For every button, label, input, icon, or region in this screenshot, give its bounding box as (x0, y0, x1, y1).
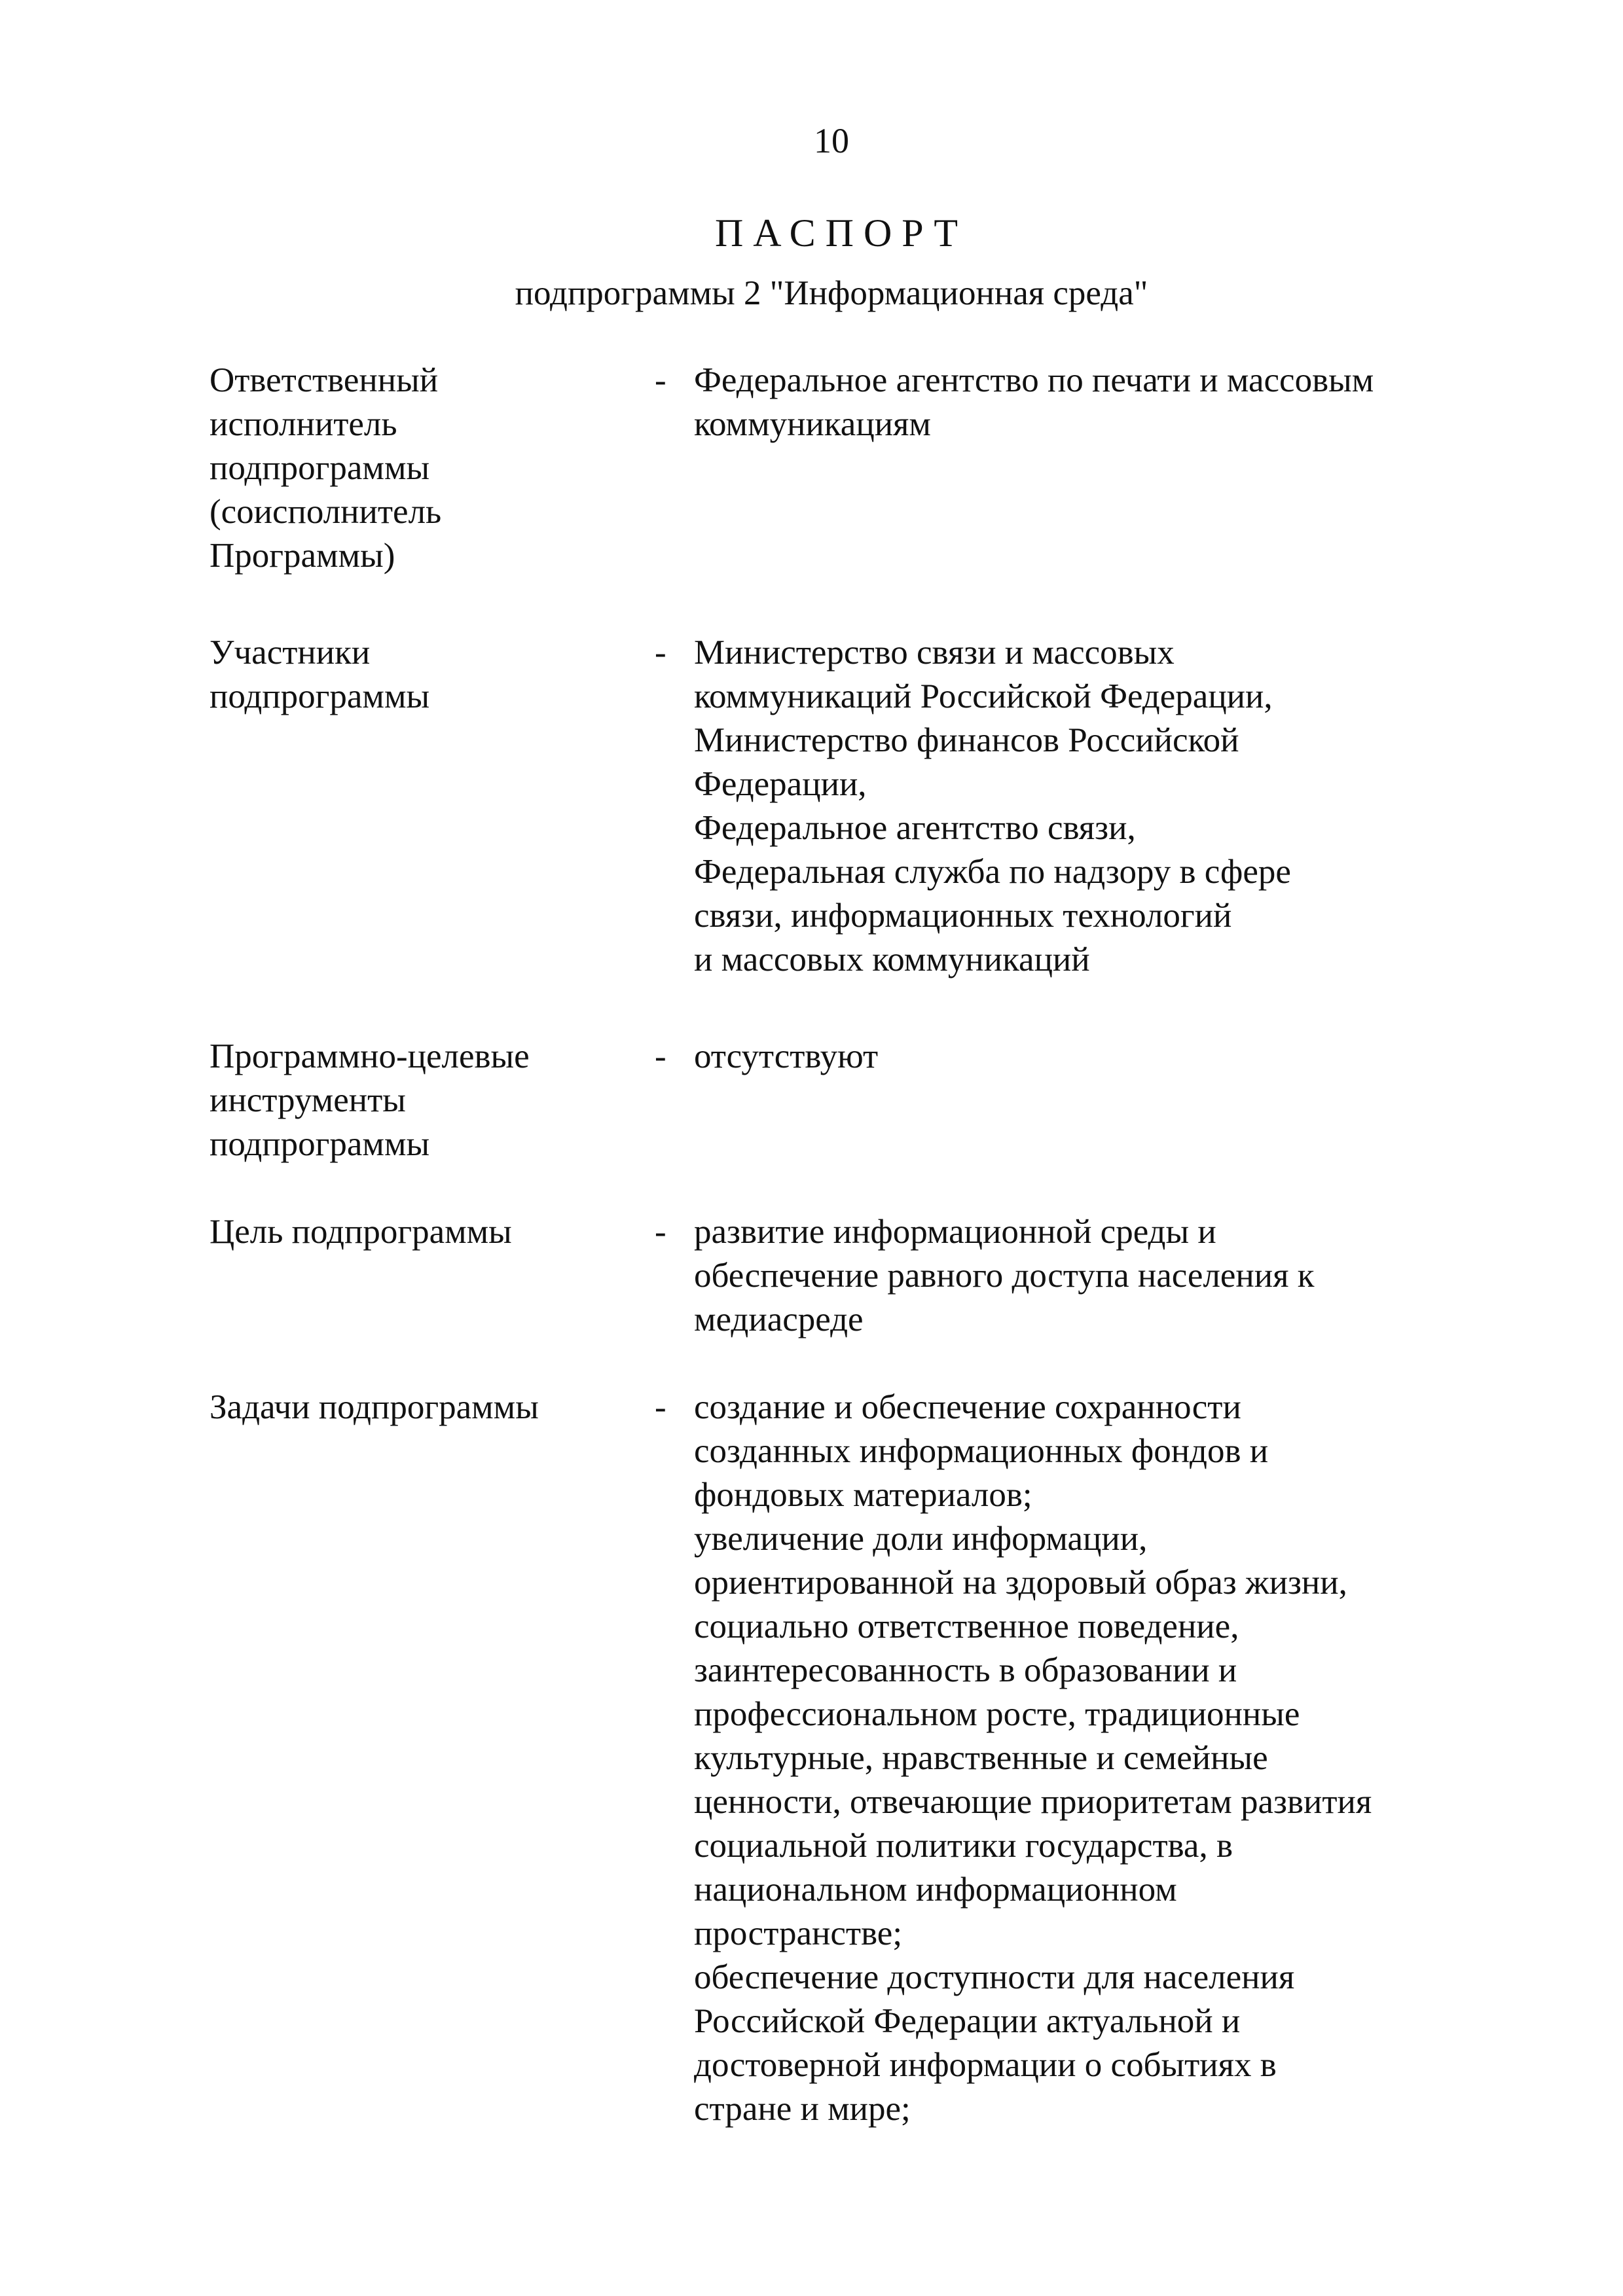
row-dash: - (655, 634, 666, 672)
row-value: Министерство связи и массовых коммуникаций Российской Федерации, Министерство финансов Российской Федерации, Федеральное агентство связи, Федеральная служба по надзору в сфере связи, информационных технологий и массовых коммуникаций (694, 634, 1291, 978)
passport-row-goal (210, 1210, 1493, 1342)
row-label: Цель подпрограммы (210, 1213, 512, 1251)
row-dash: - (655, 1037, 666, 1075)
passport-row-responsible-executor (210, 359, 1493, 578)
document-title: ПАСПОРТ (714, 211, 968, 255)
document-subtitle: подпрограммы 2 "Информационная среда" (515, 274, 1148, 312)
passport-row-participants (210, 631, 1493, 982)
row-label: Задачи подпрограммы (210, 1388, 539, 1426)
passport-row-program-tools (210, 1035, 1493, 1166)
row-value: создание и обеспечение сохранности созданных информационных фондов и фондовых материалов; увеличение доли информации, ориентированной на здоровый образ жизни, социально ответственное поведение, заинтересованность в образовании и профессиональном росте, традиционные культурные, нравственные и семейные ценности, отвечающие приоритетам развития социальной политики государства, в национальном информационном пространстве; обеспечение доступности для населения Российской Федерации актуальной и достоверной информации о событиях в стране и мире; (694, 1388, 1372, 2128)
page-number: 10 (814, 121, 849, 160)
row-dash: - (655, 1388, 666, 1426)
row-dash: - (655, 1213, 666, 1251)
row-label: Ответственный исполнитель подпрограммы (соисполнитель Программы) (210, 361, 442, 575)
row-label: Участники подпрограммы (210, 634, 430, 715)
row-value: отсутствуют (694, 1037, 879, 1075)
row-value: развитие информационной среды и обеспечение равного доступа населения к медиасреде (694, 1213, 1315, 1338)
row-label: Программно-целевые инструменты подпрограммы (210, 1037, 530, 1163)
passport-row-tasks (210, 1386, 1493, 2131)
passport-table (210, 359, 1493, 2131)
row-value: Федеральное агентство по печати и массовым коммуникациям (694, 361, 1374, 443)
row-dash: - (655, 361, 666, 399)
